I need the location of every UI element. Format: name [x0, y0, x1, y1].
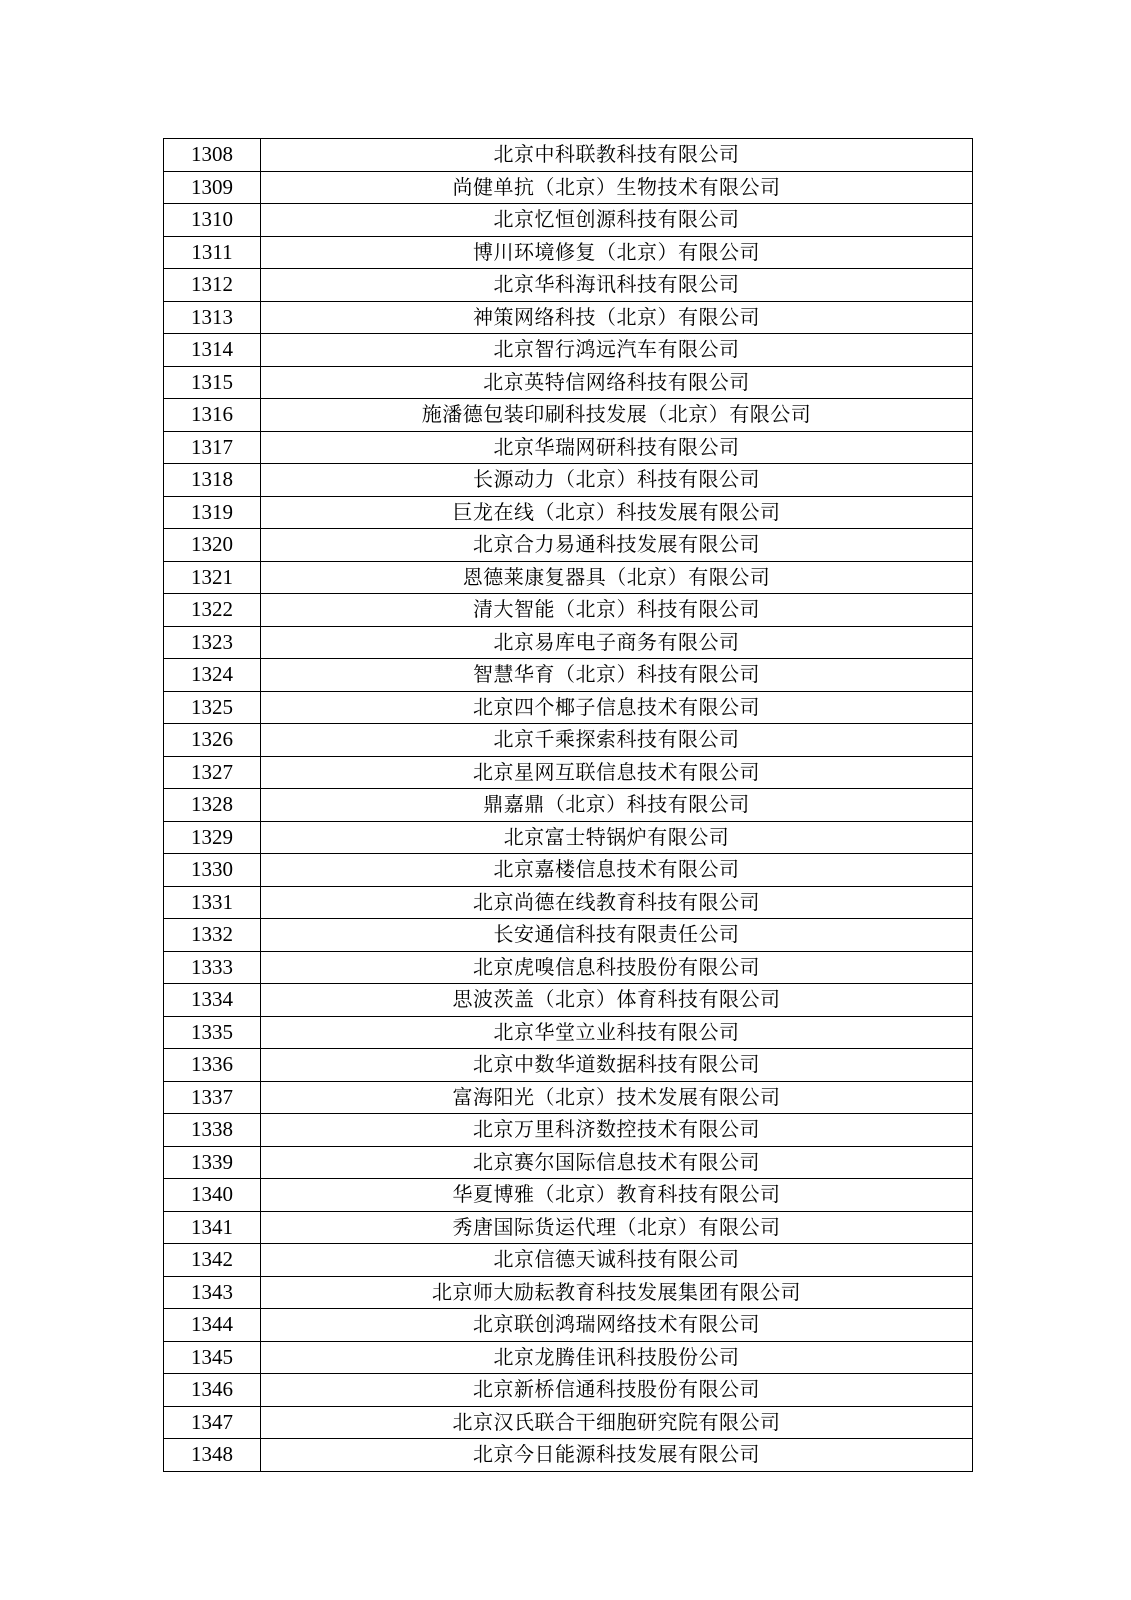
company-name-cell: 北京华堂立业科技有限公司	[261, 1016, 973, 1049]
row-number-cell: 1308	[164, 139, 261, 172]
company-name-cell: 北京英特信网络科技有限公司	[261, 366, 973, 399]
row-number-cell: 1340	[164, 1179, 261, 1212]
row-number-cell: 1322	[164, 594, 261, 627]
table-row	[164, 236, 973, 269]
company-name-cell: 北京易库电子商务有限公司	[261, 626, 973, 659]
table-row	[164, 301, 973, 334]
table-row	[164, 1179, 973, 1212]
company-name-cell: 北京师大励耘教育科技发展集团有限公司	[261, 1276, 973, 1309]
table-row	[164, 594, 973, 627]
table-row	[164, 204, 973, 237]
table-row	[164, 399, 973, 432]
table-row	[164, 1439, 973, 1472]
row-number-cell: 1321	[164, 561, 261, 594]
row-number-cell: 1344	[164, 1309, 261, 1342]
table-row	[164, 1374, 973, 1407]
row-number-cell: 1339	[164, 1146, 261, 1179]
row-number-cell: 1328	[164, 789, 261, 822]
table-row	[164, 1114, 973, 1147]
row-number-cell: 1336	[164, 1049, 261, 1082]
row-number-cell: 1324	[164, 659, 261, 692]
company-name-cell: 恩德莱康复器具（北京）有限公司	[261, 561, 973, 594]
company-name-cell: 北京忆恒创源科技有限公司	[261, 204, 973, 237]
row-number-cell: 1337	[164, 1081, 261, 1114]
table-row	[164, 366, 973, 399]
row-number-cell: 1331	[164, 886, 261, 919]
company-name-cell: 清大智能（北京）科技有限公司	[261, 594, 973, 627]
company-name-cell: 秀唐国际货运代理（北京）有限公司	[261, 1211, 973, 1244]
table-row	[164, 756, 973, 789]
company-name-cell: 北京智行鸿远汽车有限公司	[261, 334, 973, 367]
row-number-cell: 1334	[164, 984, 261, 1017]
row-number-cell: 1346	[164, 1374, 261, 1407]
table-row	[164, 659, 973, 692]
row-number-cell: 1330	[164, 854, 261, 887]
row-number-cell: 1319	[164, 496, 261, 529]
company-name-cell: 北京汉氏联合干细胞研究院有限公司	[261, 1406, 973, 1439]
company-name-cell: 北京联创鸿瑞网络技术有限公司	[261, 1309, 973, 1342]
row-number-cell: 1323	[164, 626, 261, 659]
row-number-cell: 1348	[164, 1439, 261, 1472]
company-name-cell: 尚健单抗（北京）生物技术有限公司	[261, 171, 973, 204]
company-name-cell: 北京中数华道数据科技有限公司	[261, 1049, 973, 1082]
row-number-cell: 1347	[164, 1406, 261, 1439]
table-row	[164, 1244, 973, 1277]
company-name-cell: 富海阳光（北京）技术发展有限公司	[261, 1081, 973, 1114]
company-name-cell: 长源动力（北京）科技有限公司	[261, 464, 973, 497]
table-row	[164, 951, 973, 984]
row-number-cell: 1332	[164, 919, 261, 952]
row-number-cell: 1338	[164, 1114, 261, 1147]
company-name-cell: 长安通信科技有限责任公司	[261, 919, 973, 952]
row-number-cell: 1342	[164, 1244, 261, 1277]
company-name-cell: 华夏博雅（北京）教育科技有限公司	[261, 1179, 973, 1212]
row-number-cell: 1320	[164, 529, 261, 562]
company-name-cell: 北京中科联教科技有限公司	[261, 139, 973, 172]
table-row	[164, 496, 973, 529]
company-name-cell: 北京新桥信通科技股份有限公司	[261, 1374, 973, 1407]
company-name-cell: 北京富士特锅炉有限公司	[261, 821, 973, 854]
company-name-cell: 巨龙在线（北京）科技发展有限公司	[261, 496, 973, 529]
table-row	[164, 269, 973, 302]
table-row	[164, 529, 973, 562]
company-name-cell: 施潘德包装印刷科技发展（北京）有限公司	[261, 399, 973, 432]
table-row	[164, 1049, 973, 1082]
table-body	[164, 139, 973, 1472]
table-row	[164, 139, 973, 172]
table-row	[164, 431, 973, 464]
company-name-cell: 北京万里科济数控技术有限公司	[261, 1114, 973, 1147]
row-number-cell: 1327	[164, 756, 261, 789]
company-name-cell: 北京龙腾佳讯科技股份公司	[261, 1341, 973, 1374]
table-row	[164, 1146, 973, 1179]
table-row	[164, 1309, 973, 1342]
company-name-cell: 北京虎嗅信息科技股份有限公司	[261, 951, 973, 984]
company-name-cell: 北京今日能源科技发展有限公司	[261, 1439, 973, 1472]
row-number-cell: 1325	[164, 691, 261, 724]
table-row	[164, 691, 973, 724]
row-number-cell: 1317	[164, 431, 261, 464]
table-row	[164, 1211, 973, 1244]
row-number-cell: 1326	[164, 724, 261, 757]
company-name-cell: 北京华瑞网研科技有限公司	[261, 431, 973, 464]
company-name-cell: 北京千乘探索科技有限公司	[261, 724, 973, 757]
row-number-cell: 1329	[164, 821, 261, 854]
table-row	[164, 1406, 973, 1439]
row-number-cell: 1315	[164, 366, 261, 399]
row-number-cell: 1318	[164, 464, 261, 497]
company-name-cell: 北京合力易通科技发展有限公司	[261, 529, 973, 562]
table-row	[164, 854, 973, 887]
table-row	[164, 464, 973, 497]
company-name-cell: 北京尚德在线教育科技有限公司	[261, 886, 973, 919]
company-name-cell: 北京赛尔国际信息技术有限公司	[261, 1146, 973, 1179]
table-row	[164, 1341, 973, 1374]
company-name-cell: 北京华科海讯科技有限公司	[261, 269, 973, 302]
company-name-cell: 神策网络科技（北京）有限公司	[261, 301, 973, 334]
table-row	[164, 561, 973, 594]
table-row	[164, 1016, 973, 1049]
table-row	[164, 919, 973, 952]
table-row	[164, 821, 973, 854]
row-number-cell: 1311	[164, 236, 261, 269]
company-name-cell: 北京嘉楼信息技术有限公司	[261, 854, 973, 887]
row-number-cell: 1310	[164, 204, 261, 237]
table-row	[164, 1276, 973, 1309]
row-number-cell: 1345	[164, 1341, 261, 1374]
company-name-cell: 智慧华育（北京）科技有限公司	[261, 659, 973, 692]
row-number-cell: 1343	[164, 1276, 261, 1309]
company-name-cell: 北京星网互联信息技术有限公司	[261, 756, 973, 789]
company-name-cell: 博川环境修复（北京）有限公司	[261, 236, 973, 269]
row-number-cell: 1313	[164, 301, 261, 334]
row-number-cell: 1341	[164, 1211, 261, 1244]
row-number-cell: 1316	[164, 399, 261, 432]
table-row	[164, 886, 973, 919]
row-number-cell: 1314	[164, 334, 261, 367]
row-number-cell: 1312	[164, 269, 261, 302]
company-name-cell: 北京四个椰子信息技术有限公司	[261, 691, 973, 724]
company-name-cell: 北京信德天诚科技有限公司	[261, 1244, 973, 1277]
table-row	[164, 1081, 973, 1114]
table-row	[164, 334, 973, 367]
table-row	[164, 789, 973, 822]
table-row	[164, 984, 973, 1017]
row-number-cell: 1333	[164, 951, 261, 984]
table-row	[164, 626, 973, 659]
table-row	[164, 171, 973, 204]
company-name-cell: 思波茨盖（北京）体育科技有限公司	[261, 984, 973, 1017]
company-list-table	[163, 138, 973, 1472]
row-number-cell: 1335	[164, 1016, 261, 1049]
company-name-cell: 鼎嘉鼎（北京）科技有限公司	[261, 789, 973, 822]
row-number-cell: 1309	[164, 171, 261, 204]
table-row	[164, 724, 973, 757]
